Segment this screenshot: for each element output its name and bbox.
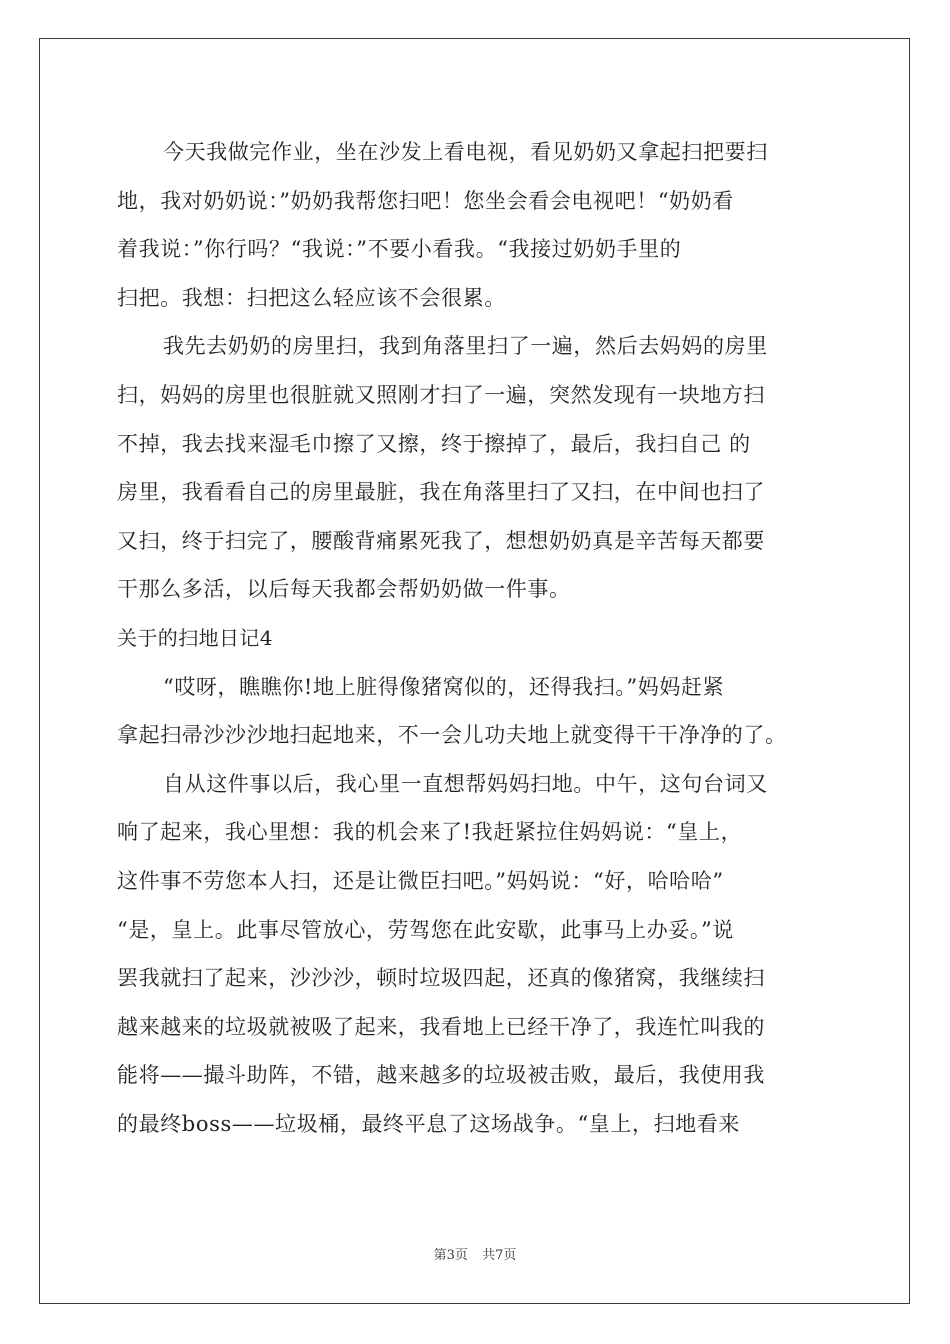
text-line: 房里，我看看自己的房里最脏，我在角落里扫了又扫，在中间也扫了	[117, 480, 765, 505]
text-line: 越来越来的垃圾就被吸了起来，我看地上已经干净了，我连忙叫我的	[117, 1014, 765, 1039]
text-line: 响了起来，我心里想：我的机会来了!我赶紧拉住妈妈说：“皇上，	[117, 820, 743, 845]
text-line: 不掉，我去找来湿毛巾擦了又擦，终于擦掉了，最后，我扫自己 的	[117, 431, 751, 456]
text-line: 罢我就扫了起来，沙沙沙，顿时垃圾四起，还真的像猪窝，我继续扫	[117, 966, 765, 991]
text-line: 这件事不劳您本人扫，还是让微臣扫吧。”妈妈说：“好，哈哈哈”	[117, 868, 724, 893]
text-line: “哎呀，瞧瞧你!地上脏得像猪窝似的，还得我扫。”妈妈赶紧	[163, 674, 725, 699]
text-line: 扫把。我想：扫把这么轻应该不会很累。	[117, 285, 506, 310]
text-line: 今天我做完作业，坐在沙发上看电视，看见奶奶又拿起扫把要扫	[163, 140, 768, 164]
text-line: 的最终boss——垃圾桶，最终平息了这场战争。“皇上，扫地看来	[117, 1111, 740, 1136]
document-body	[117, 128, 837, 1148]
text-line: 自从这件事以后，我心里一直想帮妈妈扫地。中午，这句台词又	[163, 771, 768, 796]
section-heading: 关于的扫地日记4	[117, 625, 273, 650]
text-line: 扫，妈妈的房里也很脏就又照刚才扫了一遍，突然发现有一块地方扫	[117, 382, 765, 407]
text-line: 拿起扫帚沙沙沙地扫起地来，不一会儿功夫地上就变得干干净净的了。	[117, 723, 787, 748]
text-line: “是，皇上。此事尽管放心，劳驾您在此安歇，此事马上办妥。”说	[117, 917, 734, 942]
text-line: 我先去奶奶的房里扫，我到角落里扫了一遍，然后去妈妈的房里	[163, 334, 768, 359]
text-line: 能将——撮斗助阵，不错，越来越多的垃圾被击败，最后，我使用我	[117, 1063, 765, 1088]
text-line: 又扫，终于扫完了，腰酸背痛累死我了，想想奶奶真是辛苦每天都要	[117, 528, 765, 553]
page-footer	[0, 1244, 950, 1263]
page-total: 共7页	[482, 1248, 517, 1263]
page-number: 第3页	[433, 1248, 468, 1263]
text-line: 地，我对奶奶说：”奶奶我帮您扫吧！您坐会看会电视吧！“奶奶看	[117, 188, 734, 213]
text-line: 着我说：”你行吗？“我说：”不要小看我。“我接过奶奶手里的	[117, 237, 682, 262]
text-line: 干那么多活，以后每天我都会帮奶奶做一件事。	[117, 577, 571, 602]
